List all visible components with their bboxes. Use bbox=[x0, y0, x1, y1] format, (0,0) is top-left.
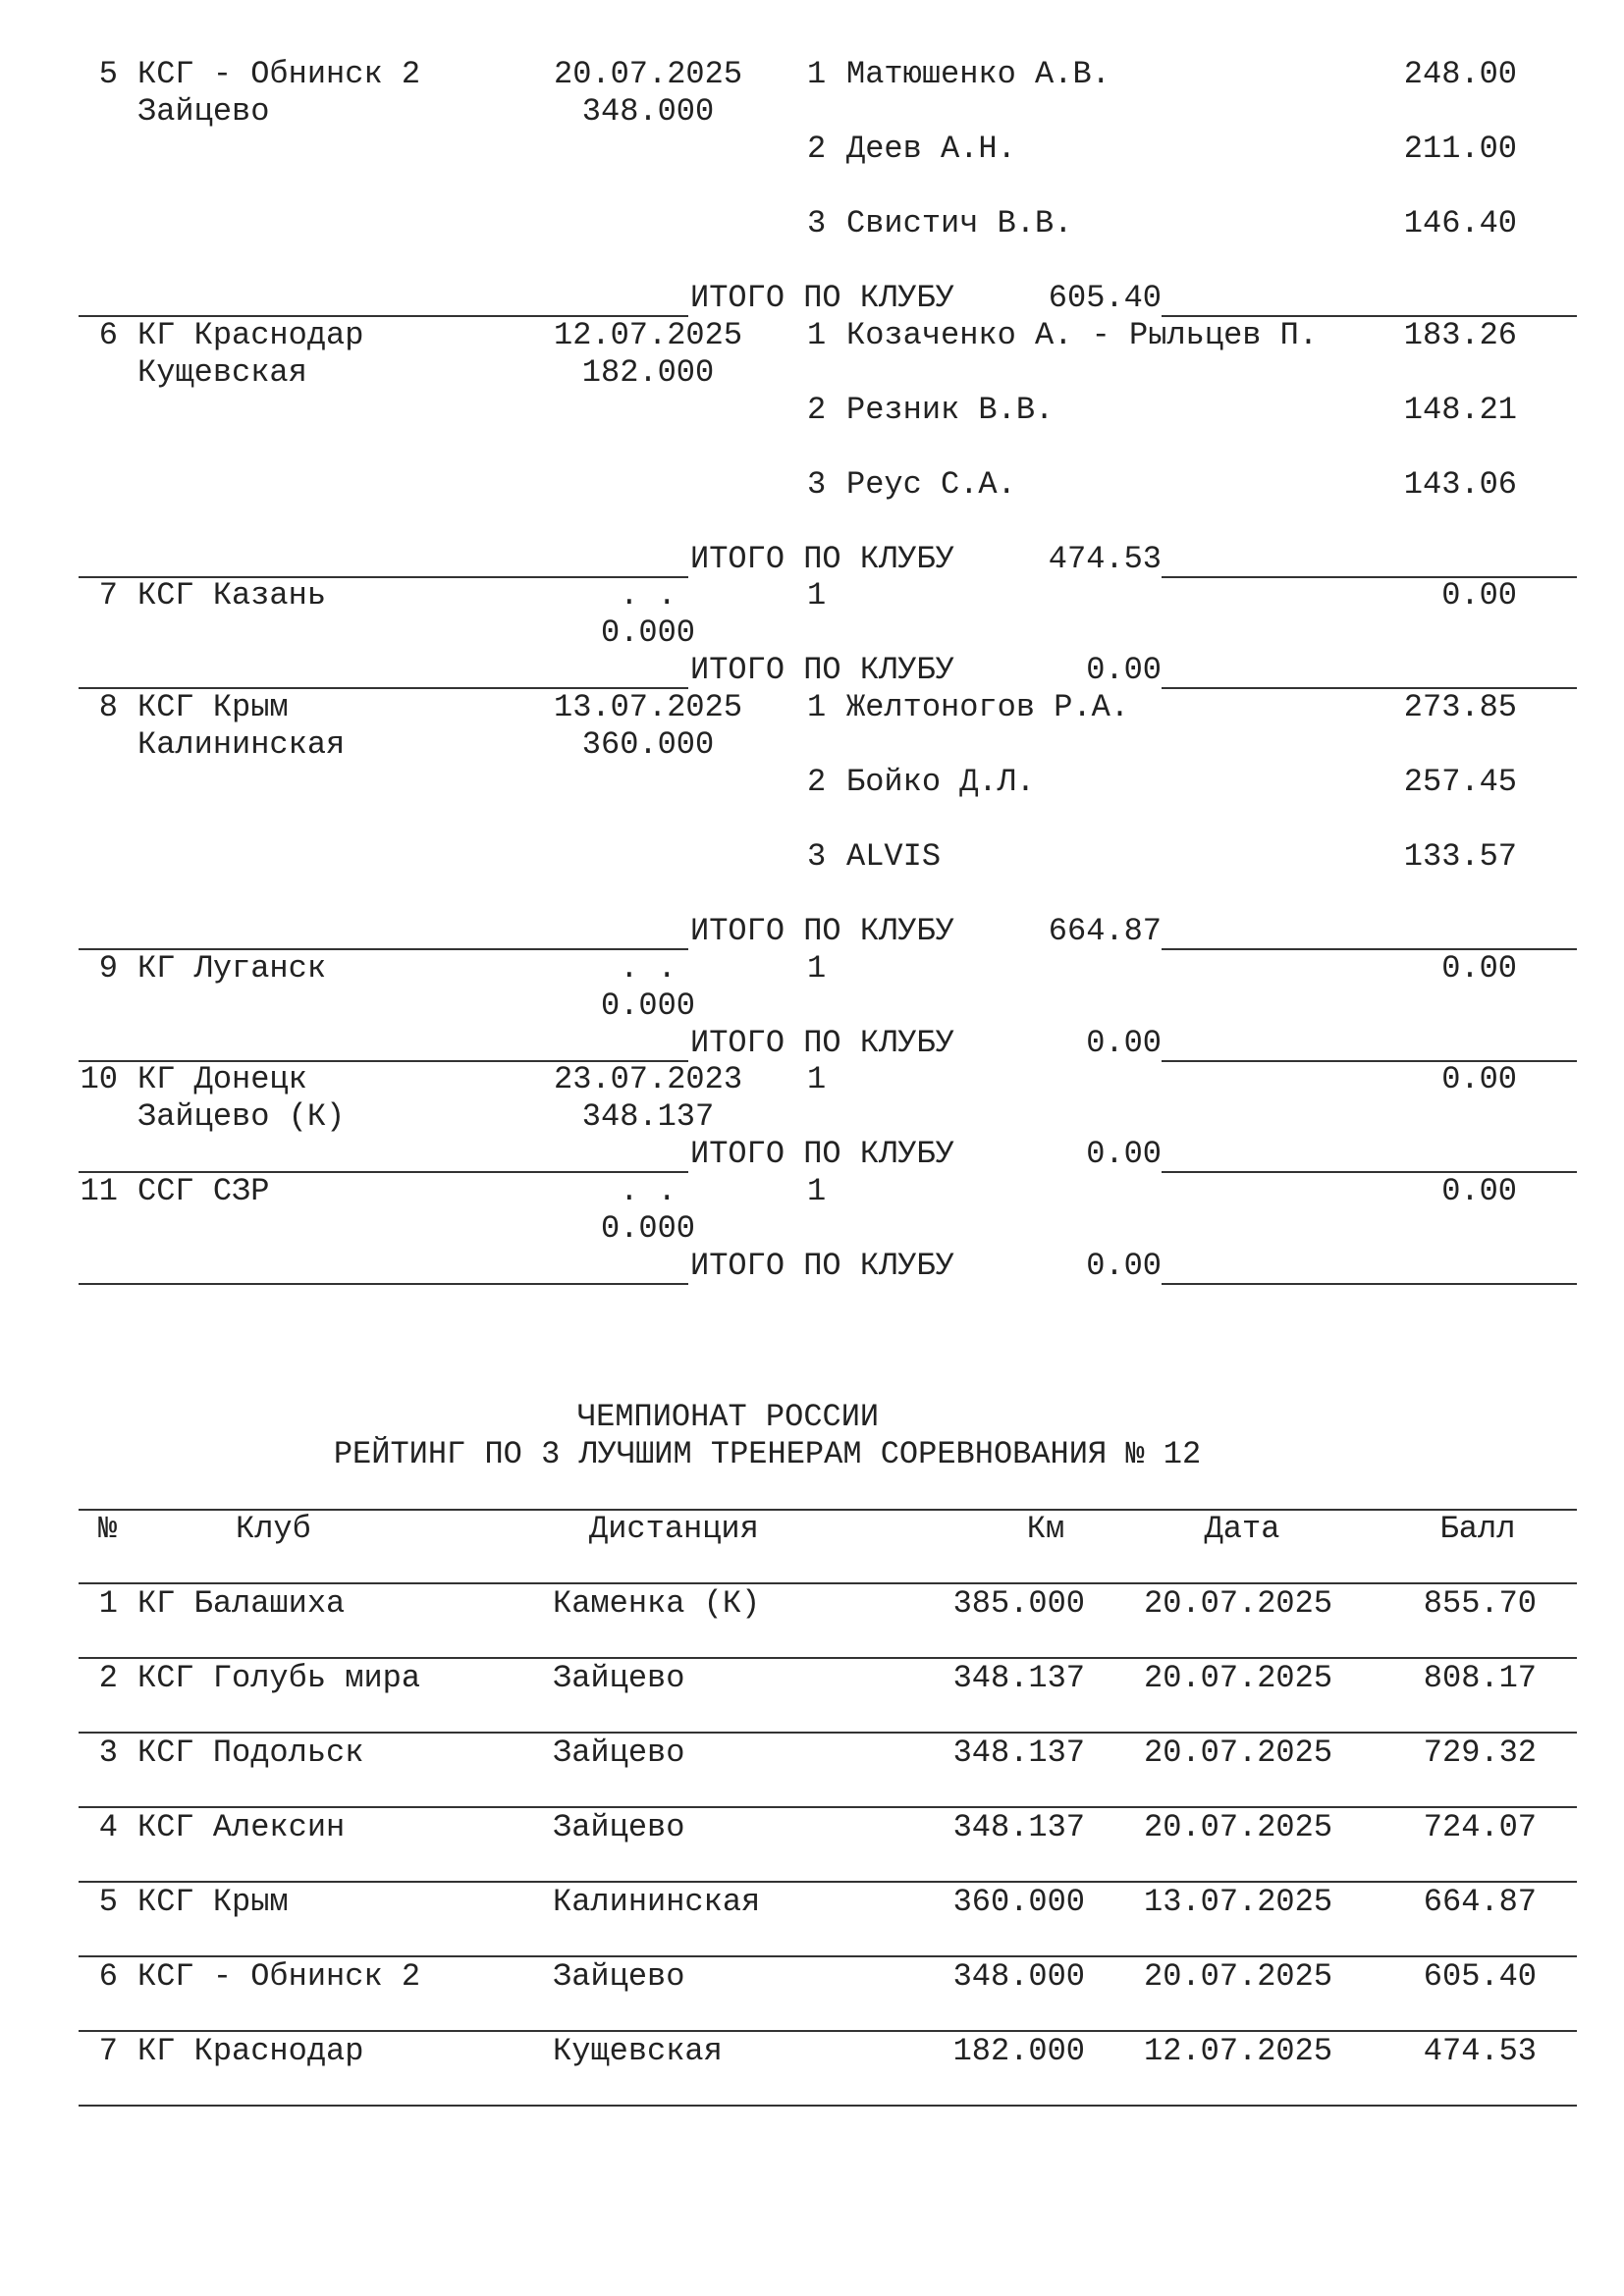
row-km: 182.000 bbox=[952, 2033, 1085, 2069]
row-club: КСГ Голубь мира bbox=[137, 1660, 421, 1696]
rating-title: ЧЕМПИОНАТ РОССИИ bbox=[576, 1399, 880, 1435]
trainer-rank: 1 bbox=[807, 689, 827, 725]
row-score: 664.87 bbox=[1423, 1884, 1537, 1920]
row-date: 13.07.2025 bbox=[1144, 1884, 1333, 1920]
distance-km: 348.000 bbox=[581, 93, 715, 130]
trainer-score: 133.57 bbox=[1403, 838, 1517, 875]
row-club: КГ Краснодар bbox=[137, 2033, 364, 2069]
club-total: 605.40 bbox=[1048, 280, 1162, 316]
trainer-rank: 1 bbox=[807, 1061, 827, 1097]
total-label: ИТОГО ПО КЛУБУ bbox=[690, 280, 954, 316]
trainer-rank: 3 bbox=[807, 205, 827, 241]
trainer-rank: 1 bbox=[807, 56, 827, 92]
trainer-name: ALVIS bbox=[846, 838, 942, 875]
club-place: Калининская bbox=[137, 726, 346, 763]
trainer-score: 146.40 bbox=[1403, 205, 1517, 241]
row-number: 5 bbox=[98, 1884, 118, 1920]
row-score: 605.40 bbox=[1423, 1958, 1537, 1995]
row-distance: Калининская bbox=[553, 1884, 761, 1920]
row-club: КГ Балашиха bbox=[137, 1585, 346, 1622]
row-date: 20.07.2025 bbox=[1144, 1585, 1333, 1622]
club-number: 7 bbox=[98, 577, 118, 614]
club-number: 6 bbox=[98, 317, 118, 353]
trainer-name: Бойко Д.Л. bbox=[846, 764, 1036, 800]
trainer-rank: 3 bbox=[807, 466, 827, 503]
club-name: КГ Донецк bbox=[137, 1061, 307, 1097]
row-line bbox=[79, 1806, 1577, 1808]
header-km: Км bbox=[1026, 1511, 1065, 1547]
total-label: ИТОГО ПО КЛУБУ bbox=[690, 1248, 954, 1284]
total-label: ИТОГО ПО КЛУБУ bbox=[690, 652, 954, 688]
row-line bbox=[79, 2030, 1577, 2032]
row-distance: Зайцево bbox=[553, 1660, 685, 1696]
distance-km: 0.000 bbox=[600, 1210, 695, 1247]
release-date: . . bbox=[620, 577, 677, 614]
total-label: ИТОГО ПО КЛУБУ bbox=[690, 541, 954, 577]
club-name: КСГ Казань bbox=[137, 577, 327, 614]
row-distance: Каменка (К) bbox=[553, 1585, 761, 1622]
row-date: 20.07.2025 bbox=[1144, 1809, 1333, 1845]
club-place: Зайцево bbox=[137, 93, 270, 130]
row-distance: Кущевская bbox=[553, 2033, 723, 2069]
row-date: 20.07.2025 bbox=[1144, 1735, 1333, 1771]
distance-km: 0.000 bbox=[600, 614, 695, 651]
row-club: КСГ Подольск bbox=[137, 1735, 364, 1771]
club-total: 0.00 bbox=[1086, 1248, 1162, 1284]
trainer-score: 0.00 bbox=[1441, 950, 1517, 987]
row-score: 855.70 bbox=[1423, 1585, 1537, 1622]
club-name: КГ Луганск bbox=[137, 950, 327, 987]
row-number: 2 bbox=[98, 1660, 118, 1696]
club-place: Кущевская bbox=[137, 354, 307, 391]
row-km: 385.000 bbox=[952, 1585, 1085, 1622]
row-club: КСГ Крым bbox=[137, 1884, 289, 1920]
row-km: 348.137 bbox=[952, 1735, 1085, 1771]
row-number: 6 bbox=[98, 1958, 118, 1995]
row-number: 3 bbox=[98, 1735, 118, 1771]
trainer-name: Деев А.Н. bbox=[846, 131, 1016, 167]
row-line bbox=[79, 1657, 1577, 1659]
trainer-rank: 1 bbox=[807, 1173, 827, 1209]
trainer-rank: 2 bbox=[807, 392, 827, 428]
row-number: 1 bbox=[98, 1585, 118, 1622]
total-label: ИТОГО ПО КЛУБУ bbox=[690, 1025, 954, 1061]
row-date: 20.07.2025 bbox=[1144, 1660, 1333, 1696]
row-line bbox=[79, 1955, 1577, 1957]
header-num: № bbox=[98, 1511, 118, 1547]
header-score: Балл bbox=[1439, 1511, 1516, 1547]
club-total: 0.00 bbox=[1086, 652, 1162, 688]
row-score: 724.07 bbox=[1423, 1809, 1537, 1845]
release-date: 20.07.2025 bbox=[553, 56, 743, 92]
trainer-score: 0.00 bbox=[1441, 577, 1517, 614]
row-line bbox=[79, 2105, 1577, 2107]
row-line bbox=[79, 1732, 1577, 1734]
release-date: 13.07.2025 bbox=[553, 689, 743, 725]
trainer-score: 273.85 bbox=[1403, 689, 1517, 725]
header-date: Дата bbox=[1204, 1511, 1280, 1547]
row-club: КСГ Алексин bbox=[137, 1809, 346, 1845]
row-date: 12.07.2025 bbox=[1144, 2033, 1333, 2069]
trainer-name: Матюшенко А.В. bbox=[846, 56, 1110, 92]
club-total: 0.00 bbox=[1086, 1025, 1162, 1061]
row-score: 729.32 bbox=[1423, 1735, 1537, 1771]
trainer-name: Реус С.А. bbox=[846, 466, 1016, 503]
separator-line-right bbox=[1162, 1283, 1577, 1285]
row-distance: Зайцево bbox=[553, 1958, 685, 1995]
row-distance: Зайцево bbox=[553, 1735, 685, 1771]
club-number: 11 bbox=[80, 1173, 118, 1209]
trainer-name: Резник В.В. bbox=[846, 392, 1055, 428]
row-number: 4 bbox=[98, 1809, 118, 1845]
row-distance: Зайцево bbox=[553, 1809, 685, 1845]
trainer-name: Свистич В.В. bbox=[846, 205, 1073, 241]
total-label: ИТОГО ПО КЛУБУ bbox=[690, 1136, 954, 1172]
row-score: 474.53 bbox=[1423, 2033, 1537, 2069]
club-name: КГ Краснодар bbox=[137, 317, 364, 353]
row-km: 348.137 bbox=[952, 1660, 1085, 1696]
release-date: . . bbox=[620, 1173, 677, 1209]
club-name: ССГ СЗР bbox=[137, 1173, 270, 1209]
club-place: Зайцево (К) bbox=[137, 1098, 346, 1135]
trainer-rank: 1 bbox=[807, 317, 827, 353]
row-line bbox=[79, 1881, 1577, 1883]
distance-km: 348.137 bbox=[581, 1098, 715, 1135]
total-label: ИТОГО ПО КЛУБУ bbox=[690, 913, 954, 949]
header-distance: Дистанция bbox=[589, 1511, 759, 1547]
header-bottom-line bbox=[79, 1582, 1577, 1584]
release-date: 23.07.2023 bbox=[553, 1061, 743, 1097]
trainer-score: 183.26 bbox=[1403, 317, 1517, 353]
row-km: 360.000 bbox=[952, 1884, 1085, 1920]
club-number: 9 bbox=[98, 950, 118, 987]
club-total: 664.87 bbox=[1048, 913, 1162, 949]
row-number: 7 bbox=[98, 2033, 118, 2069]
distance-km: 0.000 bbox=[600, 988, 695, 1024]
distance-km: 182.000 bbox=[581, 354, 715, 391]
row-score: 808.17 bbox=[1423, 1660, 1537, 1696]
row-km: 348.137 bbox=[952, 1809, 1085, 1845]
separator-line-left bbox=[79, 1283, 688, 1285]
trainer-rank: 1 bbox=[807, 950, 827, 987]
trainer-score: 211.00 bbox=[1403, 131, 1517, 167]
trainer-rank: 3 bbox=[807, 838, 827, 875]
trainer-name: Желтоногов Р.А. bbox=[846, 689, 1130, 725]
club-number: 8 bbox=[98, 689, 118, 725]
release-date: 12.07.2025 bbox=[553, 317, 743, 353]
row-date: 20.07.2025 bbox=[1144, 1958, 1333, 1995]
trainer-score: 148.21 bbox=[1403, 392, 1517, 428]
row-club: КСГ - Обнинск 2 bbox=[137, 1958, 421, 1995]
distance-km: 360.000 bbox=[581, 726, 715, 763]
trainer-score: 0.00 bbox=[1441, 1061, 1517, 1097]
trainer-rank: 1 bbox=[807, 577, 827, 614]
rating-subtitle: РЕЙТИНГ ПО 3 ЛУЧШИМ ТРЕНЕРАМ СОРЕВНОВАНИЯ № 12 bbox=[333, 1436, 1202, 1472]
trainer-name: Козаченко А. - Рыльцев П. bbox=[846, 317, 1319, 353]
row-km: 348.000 bbox=[952, 1958, 1085, 1995]
trainer-score: 143.06 bbox=[1403, 466, 1517, 503]
club-number: 5 bbox=[98, 56, 118, 92]
club-total: 474.53 bbox=[1048, 541, 1162, 577]
trainer-score: 0.00 bbox=[1441, 1173, 1517, 1209]
club-name: КСГ Крым bbox=[137, 689, 289, 725]
trainer-rank: 2 bbox=[807, 131, 827, 167]
trainer-score: 248.00 bbox=[1403, 56, 1517, 92]
trainer-score: 257.45 bbox=[1403, 764, 1517, 800]
release-date: . . bbox=[620, 950, 677, 987]
header-club: Клуб bbox=[236, 1511, 311, 1547]
trainer-rank: 2 bbox=[807, 764, 827, 800]
club-number: 10 bbox=[80, 1061, 118, 1097]
club-name: КСГ - Обнинск 2 bbox=[137, 56, 421, 92]
club-total: 0.00 bbox=[1086, 1136, 1162, 1172]
